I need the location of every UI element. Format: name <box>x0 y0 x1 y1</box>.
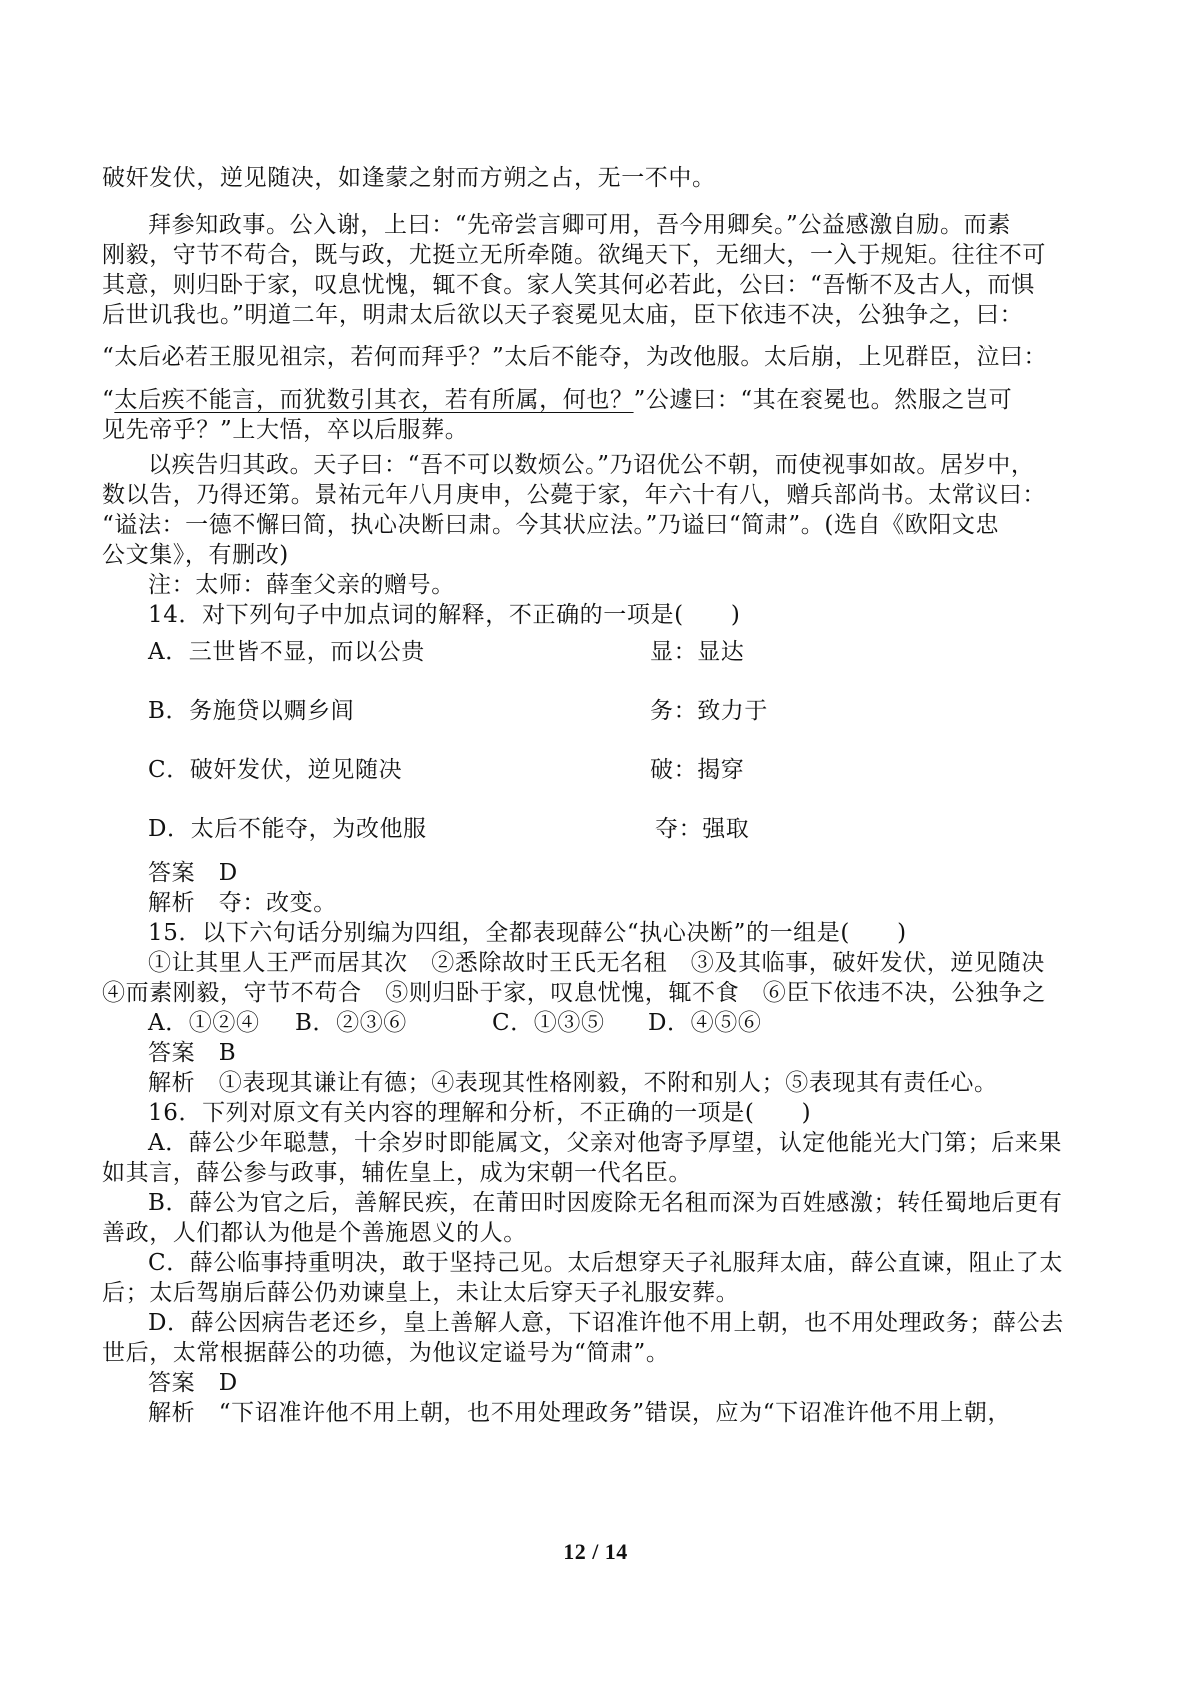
question-14: 14．对下列句子中加点词的解释，不正确的一项是( ) <box>148 602 741 628</box>
text-line: 拜参知政事。公入谢，上曰：“先帝尝言卿可用，吾今用卿矣。”公益感激自励。而素 <box>148 212 1011 238</box>
question-15: 15．以下六句话分别编为四组，全都表现薛公“执心决断”的一组是( ) <box>148 920 907 946</box>
text-line: “谥法：一德不懈曰简，执心决断曰肃。今其状应法。”乃谥曰“简肃”。(选自《欧阳文忠 <box>102 512 1000 538</box>
option-c: C．破奸发伏，逆见随决 <box>148 757 403 783</box>
text-line: 世后，太常根据薛公的功德，为他议定谥号为“简肃”。 <box>102 1340 670 1366</box>
answer-15: 答案 B <box>148 1040 237 1066</box>
option-d: D．太后不能夺，为改他服 <box>148 816 427 842</box>
text-line: 后；太后驾崩后薛公仍劝谏皇上，未让太后穿天子礼服安葬。 <box>102 1280 740 1306</box>
option-a: A．薛公少年聪慧，十余岁时即能属文，父亲对他寄予厚望，认定他能光大门第；后来果 <box>148 1130 1063 1156</box>
option-b: B．务施贷以赒乡闾 <box>148 698 355 724</box>
analysis-16: 解析 “下诏准许他不用上朝，也不用处理政务”错误，应为“下诏准许他不用上朝， <box>148 1400 1012 1426</box>
option-d-explanation: 夺：强取 <box>655 816 750 842</box>
option-a: A．三世皆不显，而以公贵 <box>148 639 425 665</box>
text-line: ①让其里人王严而居其次 ②悉除故时王氏无名租 ③及其临事，破奸发伏，逆见随决 <box>148 950 1045 976</box>
text-line-mixed <box>102 385 1012 415</box>
text-line: 公文集》，有删改) <box>102 542 289 568</box>
text-line: 破奸发伏，逆见随决，如逢蒙之射而方朔之占，无一不中。 <box>102 165 716 191</box>
text-line: 如其言，薛公参与政事，辅佐皇上，成为宋朝一代名臣。 <box>102 1160 692 1186</box>
option-c: C．①③⑤ <box>492 1010 605 1036</box>
option-c: C．薛公临事持重明决，敢于坚持己见。太后想穿天子礼服拜太庙，薛公直谏，阻止了太 <box>148 1250 1063 1276</box>
option-c-explanation: 破：揭穿 <box>650 757 745 783</box>
analysis-15: 解析 ①表现其谦让有德；④表现其性格刚毅，不附和别人；⑤表现其有责任心。 <box>148 1070 998 1096</box>
text-line: 后世讥我也。”明道二年，明肃太后欲以天子衮冕见太庙，臣下依违不决，公独争之，曰： <box>102 302 1024 328</box>
option-b: B．②③⑥ <box>295 1010 407 1036</box>
note-line: 注：太师：薛奎父亲的赠号。 <box>148 572 455 598</box>
text-line: “太后必若王服见祖宗，若何而拜乎？”太后不能夺，为改他服。太后崩，上见群臣，泣曰： <box>102 344 1048 370</box>
option-b: B．薛公为官之后，善解民疾，在莆田时因废除无名租而深为百姓感激；转任蜀地后更有 <box>148 1190 1063 1216</box>
text-line: ④而素刚毅，守节不苟合 ⑤则归卧于家，叹息忧愧，辄不食 ⑥臣下依违不决，公独争之 <box>102 980 1046 1006</box>
page-number: 12 / 14 <box>563 1539 628 1564</box>
answer-14: 答案 D <box>148 860 238 886</box>
option-b-explanation: 务：致力于 <box>650 698 768 724</box>
text-line: 数以告，乃得还第。景祐元年八月庚申，公薨于家，年六十有八，赠兵部尚书。太常议曰： <box>102 482 1046 508</box>
question-16: 16．下列对原文有关内容的理解和分析，不正确的一项是( ) <box>148 1100 812 1126</box>
underlined-sentence: 太后疾不能言，而犹数引其衣，若有所属，何也？ <box>114 387 634 413</box>
option-a-explanation: 显：显达 <box>650 639 745 665</box>
text-line: 善政，人们都认为他是个善施恩义的人。 <box>102 1220 527 1246</box>
text-line: 刚毅，守节不苟合，既与政，尤挺立无所牵随。欲绳天下，无细大，一入于规矩。往往不可 <box>102 242 1046 268</box>
answer-16: 答案 D <box>148 1370 238 1396</box>
text-segment: ”公遽曰：“其在衮冕也。然服之岂可 <box>633 387 1013 413</box>
text-line: 见先帝乎？”上大悟，卒以后服葬。 <box>102 417 469 443</box>
option-a: A．①②④ <box>148 1010 260 1036</box>
text-line: 以疾告归其政。天子曰：“吾不可以数烦公。”乃诏优公不朝，而使视事如故。居岁中， <box>148 452 1035 478</box>
analysis-14: 解析 夺：改变。 <box>148 890 337 916</box>
text-line: 其意，则归卧于家，叹息忧愧，辄不食。家人笑其何必若此，公曰：“吾惭不及古人，而惧 <box>102 272 1035 298</box>
option-d: D．④⑤⑥ <box>648 1010 762 1036</box>
open-quote: “ <box>102 387 115 413</box>
option-d: D．薛公因病告老还乡，皇上善解人意，下诏准许他不用上朝，也不用处理政务；薛公去 <box>148 1310 1064 1336</box>
